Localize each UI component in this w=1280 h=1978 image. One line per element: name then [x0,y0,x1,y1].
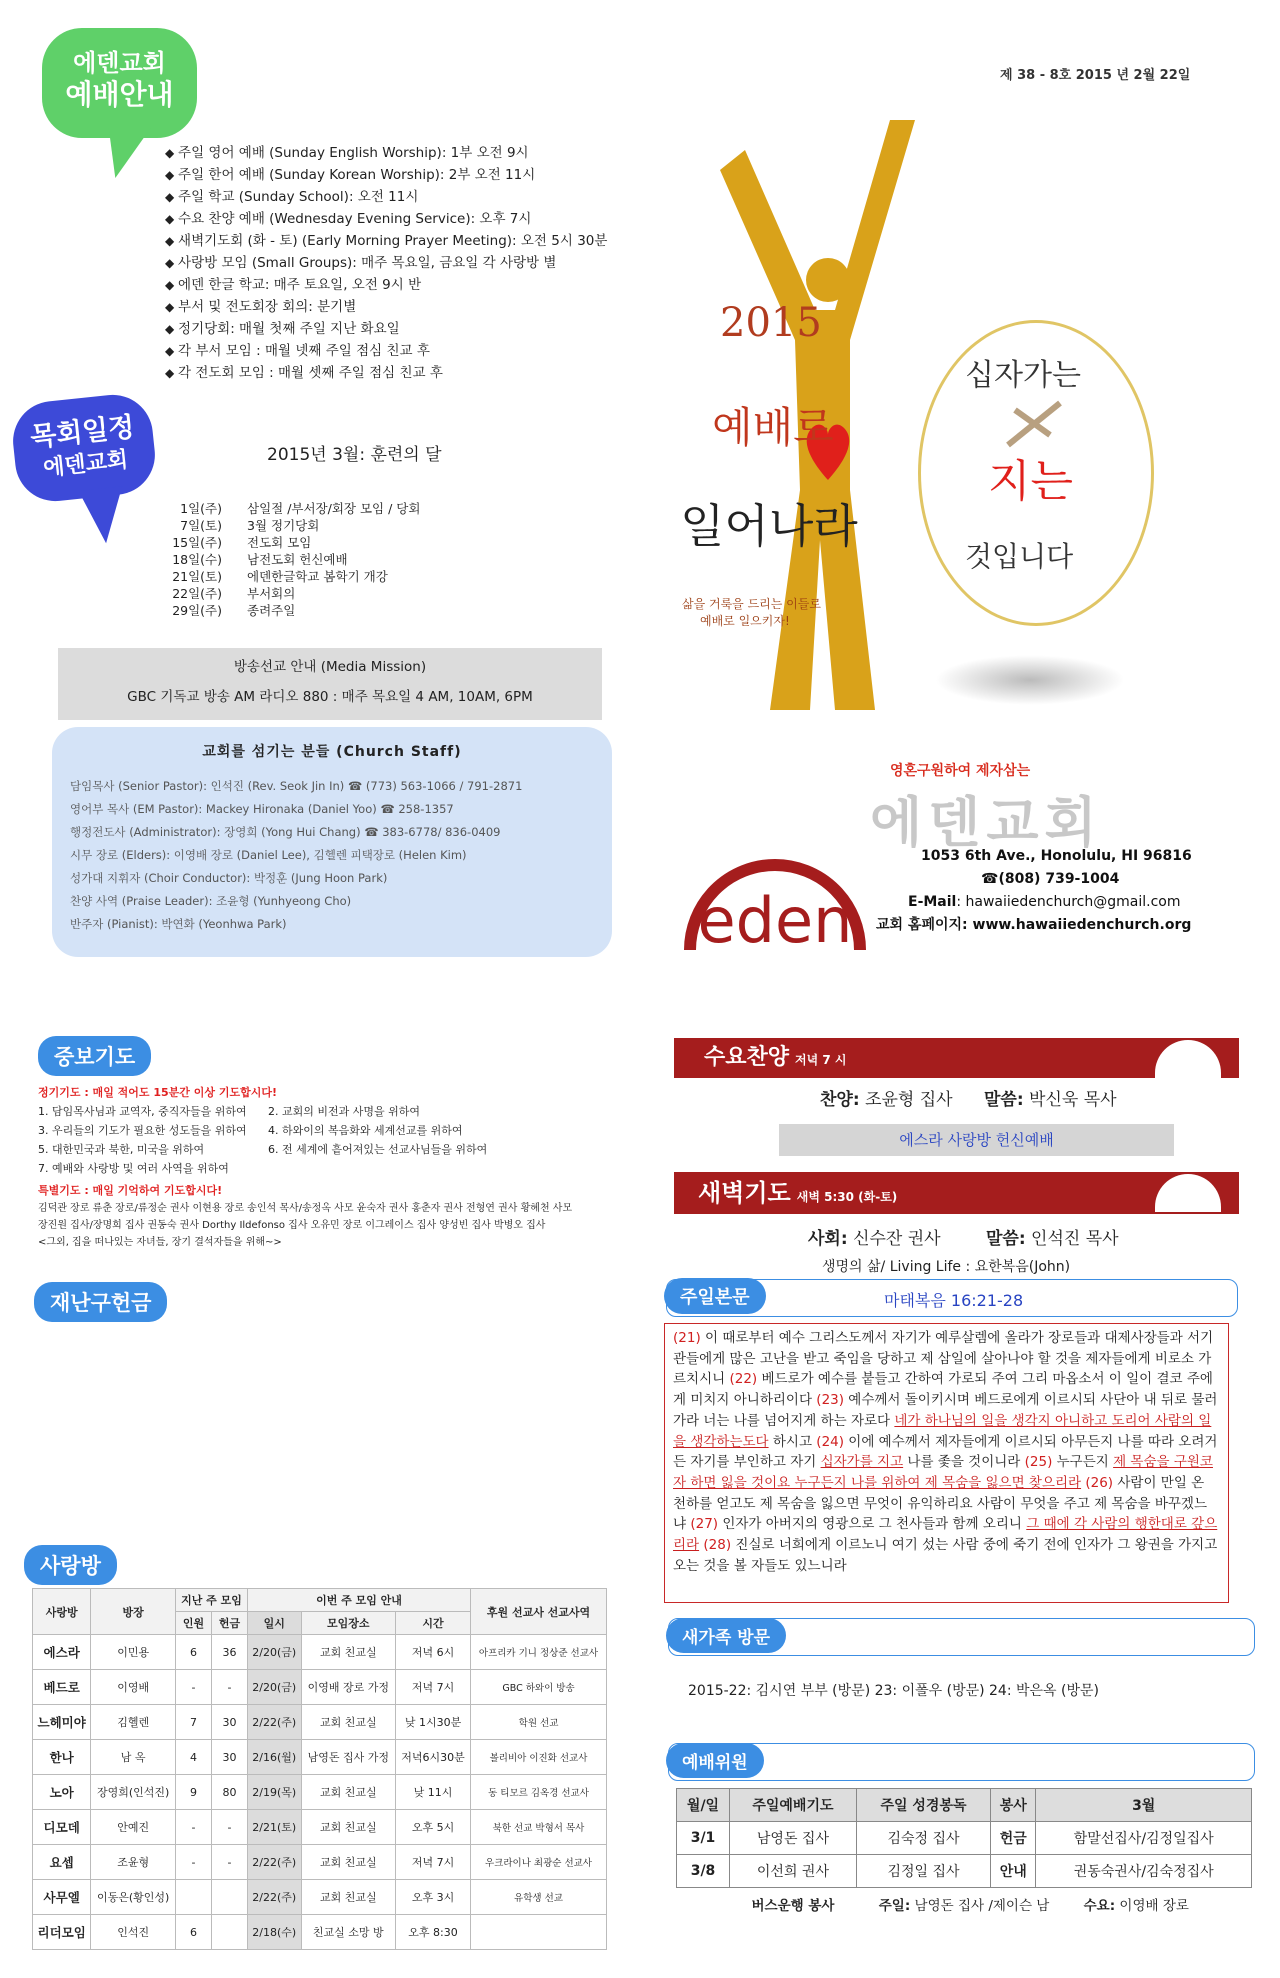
staff-line: 담임목사 (Senior Pastor): 인석진 (Rev. Seok Jin In) ☎ (773) 563-1066 / 791-2871 [70,779,523,793]
cell-mission: 학원 선교 [471,1705,607,1740]
schedule-bubble [9,391,159,505]
email-label: E-Mail [908,894,957,910]
cell-reading: 김숙정 집사 [856,1822,990,1855]
schedule-bubble-line2: 에덴교회 [42,447,130,482]
table-row [33,1775,607,1810]
schedule-event: 에덴한글학교 봄학기 개강 [247,569,388,584]
regular-prayer-title: 정기기도 : 매일 적어도 15분간 이상 기도합시다! [38,1086,277,1099]
duty-table [676,1788,1252,1920]
cell-prayer: 남영돈 집사 [730,1822,857,1855]
dawn-title: 새벽기도 [698,1179,791,1207]
cell-place: 교회 친교실 [301,1810,396,1845]
staff-line: 찬양 사역 (Praise Leader): 조윤형 (Yunhyeong Cho) [70,894,352,908]
col-time: 시간 [396,1612,471,1635]
prayer-item: 4. 하와이의 복음화와 세계선교를 위하여 [268,1124,463,1137]
praise-leader: 조윤형 집사 [865,1090,953,1110]
cell-mission: 동 티모르 김옥경 선교사 [471,1775,607,1810]
church-slogan: 영혼구원하여 제자삼는 [890,763,1031,779]
cell-count: 7 [175,1705,211,1740]
schedule-event: 종려주일 [247,603,296,618]
cell-march: 권동숙권사/김숙정집사 [1036,1855,1252,1888]
cell-leader: 이영배 [91,1670,176,1705]
intercession-heading: 중보기도 [38,1036,151,1076]
sermon-reference: 마태복음 16:21-28 [884,1291,1024,1310]
sermon-text: (21) 이 때로부터 예수 그리스도께서 자기가 예루살렘에 올라가 장로들과 대제사장들과 서기관들에게 많은 고난을 받고 죽임을 당하고 제 삼일에 살아나야 할 것을 제자들에게 비로소 가르치시니 (22) 베드로가 예수를 붙들고 간하여 가로되 주여 그리 마옵소서 이 일이 결코 주에게 미치지 아니하리이다 (23) 예수께서 돌이키시며 베드로에게 이르시되 사단아 내 뒤로 물러 가라 너는 나를 넘어지게 하는 자로다 네가 하나님의 일을 생각지 아니하고 도리어 사람의 일을 생각하는도다 하시고 (24) 이에 예수께서 제자들에게 이르시되 아무든지 나를 따라 오려거든 자기를 부인하고 자기 십자가를 지고 나를 좇을 것이니라 (25) 누구든지 제 목숨을 구원코자 하면 잃을 것이요 누구든지 나를 위하여 제 목숨을 잃으면 찾으리라 (26) 사람이 만일 온 천하를 얻고도 제 목숨을 잃으면 무엇이 유익하리요 사람이 무엇을 주고 제 목숨을 바꾸겠느냐 (27) 인자가 아버지의 영광으로 그 천사들과 함께 오리니 그 때에 각 사람의 행한대로 갚으리라 (28) 진실로 너희에게 이르노니 여기 섰는 사람 중에 죽기 전에 인자가 그 왕권을 가지고 오는 것을 볼 자들도 있느니라 [664,1323,1229,1603]
cell-mission: 우크라이나 최광순 선교사 [471,1845,607,1880]
col-last-meeting: 지난 주 모임 [175,1589,247,1612]
schedule-date: 22일(주) [172,586,222,601]
cell-offering: 30 [211,1705,247,1740]
schedule-date: 18일(수) [172,552,222,567]
staff-line: 성가대 지휘자 (Choir Conductor): 박정훈 (Jung Hoon Park) [70,871,388,885]
worship-item: ◆ 주일 영어 예배 (Sunday English Worship): 1부 오전 9시 [165,142,607,164]
schedule-date: 15일(주) [172,535,222,550]
col-prayer: 주일예배기도 [730,1789,857,1822]
table-row [33,1670,607,1705]
worship-item: ◆ 수요 찬양 예배 (Wednesday Evening Service): 오후 7시 [165,208,607,230]
wednesday-preacher: 박신욱 목사 [1029,1090,1117,1110]
schedule-title: 2015년 3월: 훈련의 달 [267,445,442,465]
church-name: 에덴교회 [870,791,1103,854]
cell-date: 2/22(주) [247,1705,301,1740]
col-offering: 헌금 [211,1612,247,1635]
wednesday-bar [674,1038,1239,1078]
table-row [33,1845,607,1880]
media-detail: GBC 기독교 방송 AM 라디오 880 : 매주 목요일 4 AM, 10AM, 6PM [127,689,533,705]
table-row [33,1810,607,1845]
worship-item: ◆ 부서 및 전도회장 회의: 분기별 [165,296,607,318]
worship-bubble-line1: 에덴교회 [73,49,166,77]
cell-time: 낮 1시30분 [396,1705,471,1740]
eden-small-logo [1155,1174,1221,1212]
cell-name: 요셉 [33,1845,91,1880]
cell-time: 낮 11시 [396,1775,471,1810]
prayer-row [38,1159,588,1178]
cell-leader: 인석진 [91,1915,176,1950]
schedule-row [160,500,420,517]
cell-name: 느헤미야 [33,1705,91,1740]
word-label: 말씀: [983,1090,1024,1110]
living-life: 생명의 삶/ Living Life : 요한복음(John) [822,1259,1071,1275]
bus-wednesday: 이영배 장로 [1119,1898,1189,1914]
circle-line1: 십자가는 [965,358,1081,393]
cell-name: 사무엘 [33,1880,91,1915]
cell-reading: 김정일 집사 [856,1855,990,1888]
schedule-row [160,551,420,568]
sun-label: 주일: [878,1898,911,1914]
special-prayer-title: 특별기도 : 매일 기억하여 기도합시다! [38,1184,223,1197]
special-prayer-line: 김덕관 장로 류춘 장로/류정순 권사 이현용 장로 송인석 목사/송정옥 사모 윤숙자 권사 홍춘자 권사 전형연 권사 황혜천 사모 [38,1203,573,1214]
church-email[interactable]: : hawaiiedenchurch@gmail.com [956,894,1181,910]
cell-time: 저녁 7시 [396,1670,471,1705]
col-reading: 주일 성경봉독 [856,1789,990,1822]
cell-time: 오후 5시 [396,1810,471,1845]
prayer-item: 7. 예배와 사랑방 및 여러 사역을 위하여 [38,1162,229,1175]
church-address-block [876,845,1192,937]
schedule-row [160,585,420,602]
worship-item: ◆ 에덴 한글 학교: 매주 토요일, 오전 9시 반 [165,274,607,296]
cell-count: 6 [175,1635,211,1670]
cell-date: 3/1 [677,1822,730,1855]
eden-logo [680,810,870,955]
church-address: 1053 6th Ave., Honolulu, HI 96816 [921,848,1192,864]
cell-name: 한나 [33,1740,91,1775]
col-march: 3월 [1036,1789,1252,1822]
poster-line1: 예배로 [712,403,834,452]
cell-offering: - [211,1670,247,1705]
prayer-row [38,1102,588,1121]
cell-time: 저녁 6시 [396,1635,471,1670]
worship-item: ◆ 각 전도회 모임 : 매월 셋째 주일 점심 친교 후 [165,362,607,384]
prayer-item: 6. 전 세계에 흩어져있는 선교사님들을 위하여 [268,1143,488,1156]
table-row [33,1635,607,1670]
cell-count [175,1880,211,1915]
cell-count: - [175,1810,211,1845]
cell-date: 2/22(주) [247,1845,301,1880]
cell-count: 6 [175,1915,211,1950]
cell-march: 함말선집사/김정일집사 [1036,1822,1252,1855]
col-sarangbang: 사랑방 [33,1589,91,1635]
col-this-meeting: 이번 주 모임 안내 [247,1589,470,1612]
poster-small1: 삶을 거룩을 드리는 이들로 [682,597,821,611]
circle-line3: 것입니다 [965,540,1074,573]
worship-bubble-line2: 예배안내 [65,78,174,111]
cell-name: 에스라 [33,1635,91,1670]
poster-small2: 예배로 일으키자! [700,614,790,628]
cell-time: 저녁 7시 [396,1845,471,1880]
col-place: 모임장소 [301,1612,396,1635]
offering-heading: 재난구헌금 [34,1282,167,1322]
schedule-bubble-line1: 목회일정 [28,411,136,454]
cell-place: 교회 친교실 [301,1705,396,1740]
staff-line: 행정전도사 (Administrator): 장영희 (Yong Hui Chang) ☎ 383-6778/ 836-0409 [70,825,501,839]
web-label: 교회 홈페이지 [876,917,963,933]
prayer-item: 5. 대한민국과 북한, 미국을 위하여 [38,1143,205,1156]
table-row [677,1855,1252,1888]
cell-name: 노아 [33,1775,91,1810]
praise-label: 찬양: [820,1090,860,1110]
staff-line: 영어부 목사 (EM Pastor): Mackey Hironaka (Daniel Yoo) ☎ 258-1357 [70,802,454,816]
worship-list [165,142,607,384]
schedule-event: 남전도회 헌신예배 [247,552,348,567]
duty-heading: 예배위원 [666,1743,764,1778]
newcomers-list: 2015-22: 김시연 부부 (방문) 23: 이폴우 (방문) 24: 박은옥 (방문) [688,1683,1100,1699]
cell-name: 베드로 [33,1670,91,1705]
cell-mission: GBC 하와이 방송 [471,1670,607,1705]
cell-place: 교회 친교실 [301,1845,396,1880]
prayer-item: 2. 교회의 비전과 사명을 위하여 [268,1105,420,1118]
wednesday-info [820,1085,1117,1110]
cell-time: 오후 3시 [396,1880,471,1915]
worship-item: ◆ 주일 한어 예배 (Sunday Korean Worship): 2부 오전 11시 [165,164,607,186]
church-website[interactable]: : www.hawaiiedenchurch.org [962,917,1192,933]
cell-offering: - [211,1845,247,1880]
sarangbang-heading: 사랑방 [24,1545,117,1585]
cell-service: 헌금 [991,1822,1036,1855]
schedule-date: 29일(주) [172,603,222,618]
cell-service: 안내 [991,1855,1036,1888]
schedule-row [160,602,420,619]
cell-count: 9 [175,1775,211,1810]
schedule-event: 전도회 모임 [247,535,312,550]
schedule-row [160,534,420,551]
cell-date: 2/16(월) [247,1740,301,1775]
schedule-event: 삼일절 /부서장/회장 모임 / 당회 [247,501,421,516]
staff-title: 교회를 섬기는 분들 (Church Staff) [202,744,462,760]
media-mission-box [58,648,602,720]
cell-date: 2/22(주) [247,1880,301,1915]
cell-offering: 36 [211,1635,247,1670]
sermon-heading: 주일본문 [664,1278,766,1314]
staff-line: 시무 장로 (Elders): 이영배 장로 (Daniel Lee), 김헬렌 피택장로 (Helen Kim) [70,848,467,862]
wed-label: 수요: [1083,1898,1116,1914]
staff-line: 반주자 (Pianist): 박연화 (Yeonhwa Park) [70,917,287,931]
cell-name: 리더모임 [33,1915,91,1950]
cell-count: 4 [175,1740,211,1775]
schedule-row [160,568,420,585]
schedule-date: 21일(토) [172,569,222,584]
mc-label: 사회: [808,1229,848,1249]
schedule-date: 1일(주) [180,501,222,516]
cell-date: 2/21(토) [247,1810,301,1845]
cell-mission [471,1915,607,1950]
eden-small-logo [1155,1040,1221,1078]
poster-year: 2015 [720,300,822,346]
church-staff-box [52,727,612,957]
cell-mission: 유학생 선교 [471,1880,607,1915]
poster-line2: 일어나라 [680,499,858,553]
schedule-list [160,500,420,619]
col-date: 일시 [247,1612,301,1635]
schedule-event: 3월 정기당회 [247,518,320,533]
wednesday-title: 수요찬양 [704,1045,790,1070]
cell-leader: 이민용 [91,1635,176,1670]
dawn-info [808,1224,1119,1249]
cell-date: 3/8 [677,1855,730,1888]
dawn-bar [674,1172,1239,1214]
bus-row [677,1888,1252,1921]
issue-date: 제 38 - 8호 2015 년 2월 22일 [1000,68,1191,83]
cell-offering: 30 [211,1740,247,1775]
special-prayer-line: 장진원 집사/장명희 집사 권동숙 권사 Dorthy Ildefonso 집사 오유민 장로 이그레이스 집사 양성빈 집사 박병오 집사 [38,1220,546,1231]
cell-date: 2/19(목) [247,1775,301,1810]
worship-item: ◆ 사랑방 모임 (Small Groups): 매주 목요일, 금요일 각 사랑방 별 [165,252,607,274]
col-leader: 방장 [91,1589,176,1635]
cell-offering: 80 [211,1775,247,1810]
church-phone: ☎(808) 739-1004 [981,871,1120,887]
special-prayer-line: <그외, 집을 떠나있는 자녀들, 장기 결석자들을 위해~> [38,1237,282,1248]
cell-mission: 볼리비아 이진화 선교사 [471,1740,607,1775]
cell-place: 교회 친교실 [301,1635,396,1670]
worship-item: ◆ 각 부서 모임 : 매월 넷째 주일 점심 친교 후 [165,340,607,362]
cell-leader: 조윤형 [91,1845,176,1880]
cell-date: 2/20(금) [247,1635,301,1670]
cell-offering [211,1915,247,1950]
col-count: 인원 [175,1612,211,1635]
cell-date: 2/18(수) [247,1915,301,1950]
col-service: 봉사 [991,1789,1036,1822]
table-row [677,1822,1252,1855]
col-date: 월/일 [677,1789,730,1822]
dawn-time: 새벽 5:30 (화-토) [796,1190,898,1204]
intercession-block [38,1083,588,1251]
cell-prayer: 이선희 권사 [730,1855,857,1888]
cell-leader: 안예진 [91,1810,176,1845]
cell-leader: 남 옥 [91,1740,176,1775]
shadow-ellipse [935,655,1125,705]
worship-item: ◆ 주일 학교 (Sunday School): 오전 11시 [165,186,607,208]
newcomers-heading: 새가족 방문 [666,1618,786,1653]
cell-leader: 장영희(인석진) [91,1775,176,1810]
esra-devotion: 에스라 사랑방 헌신예배 [779,1124,1174,1156]
bus-label: 버스운행 봉사 [751,1898,835,1914]
worship-item: ◆ 새벽기도회 (화 - 토) (Early Morning Prayer Meeting): 오전 5시 30분 [165,230,607,252]
wednesday-time: 저녁 7 시 [795,1053,847,1067]
cell-offering [211,1880,247,1915]
table-row [33,1880,607,1915]
cell-time: 저녁6시30분 [396,1740,471,1775]
table-row [33,1705,607,1740]
schedule-date: 7일(토) [180,518,222,533]
prayer-row [38,1121,588,1140]
bus-sunday: 남영돈 집사 /제이슨 남 [914,1898,1050,1914]
cell-count: - [175,1670,211,1705]
col-mission: 후원 선교사 선교사역 [471,1589,607,1635]
cell-leader: 김헬렌 [91,1705,176,1740]
cell-leader: 이동은(황인성) [91,1880,176,1915]
dawn-mc: 신수잔 권사 [853,1229,941,1249]
word-label: 말씀: [985,1229,1026,1249]
media-title: 방송선교 안내 (Media Mission) [233,659,427,675]
sarangbang-table [32,1588,607,1950]
cell-date: 2/20(금) [247,1670,301,1705]
schedule-row [160,517,420,534]
cell-name: 디모데 [33,1810,91,1845]
prayer-item: 1. 담임목사님과 교역자, 중직자들을 위하여 [38,1105,247,1118]
table-row [33,1915,607,1950]
eden-logo-text: eden [697,884,853,955]
worship-item: ◆ 정기당회: 매월 첫째 주일 지난 화요일 [165,318,607,340]
cell-offering: - [211,1810,247,1845]
cell-place: 이영배 장로 가정 [301,1670,396,1705]
cell-place: 친교실 소망 방 [301,1915,396,1950]
prayer-row [38,1140,588,1159]
cell-time: 오후 8:30 [396,1915,471,1950]
cell-place: 교회 친교실 [301,1880,396,1915]
cell-place: 교회 친교실 [301,1775,396,1810]
circle-line2: 지는 [988,456,1074,507]
dawn-preacher: 인석진 목사 [1031,1229,1119,1249]
cell-place: 남영돈 집사 가정 [301,1740,396,1775]
prayer-item: 3. 우리들의 기도가 필요한 성도들을 위하여 [38,1124,247,1137]
cell-mission: 북한 선교 박형서 목사 [471,1810,607,1845]
worship-bubble [42,28,197,138]
schedule-event: 부서회의 [247,586,296,601]
cell-count: - [175,1845,211,1880]
table-row [33,1740,607,1775]
cell-mission: 아프리카 기니 정상준 선교사 [471,1635,607,1670]
